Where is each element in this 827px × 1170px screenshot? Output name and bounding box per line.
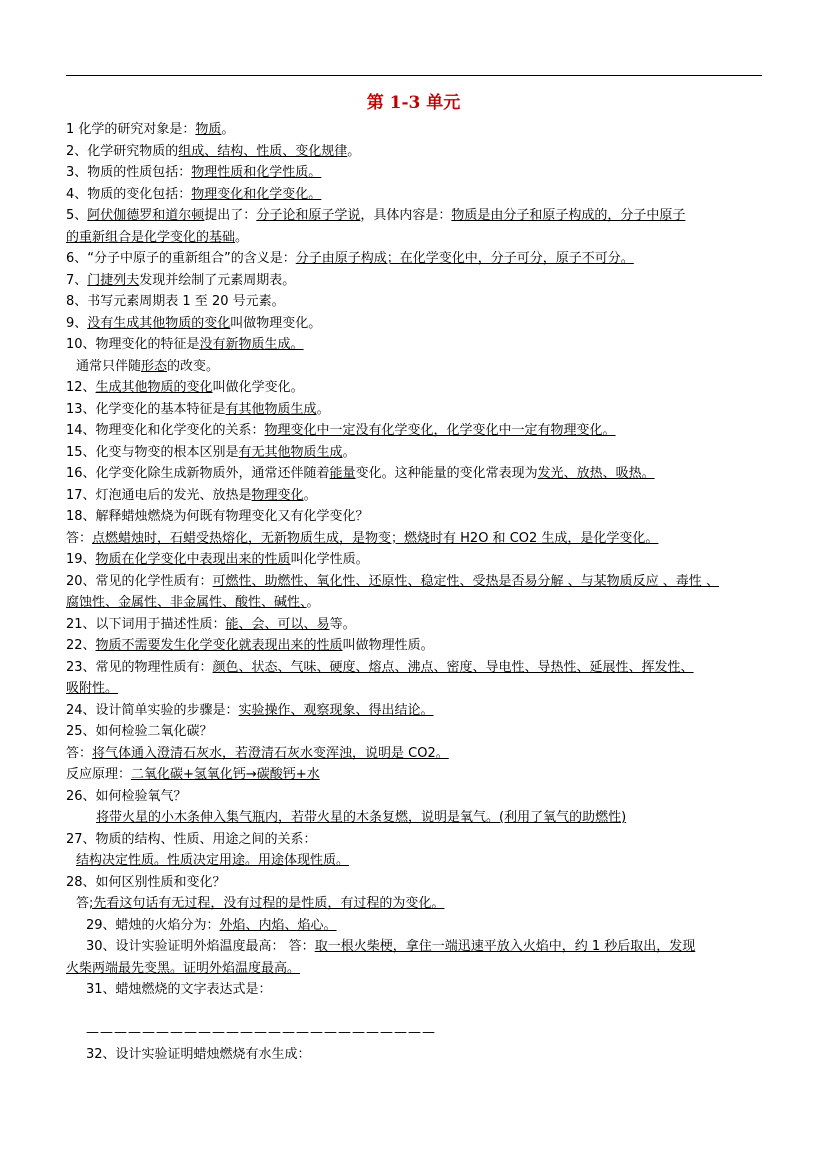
answer-text: 火柴两端最先变黑。证明外焰温度最高。 (66, 960, 301, 976)
text-line (66, 743, 766, 765)
prompt-text: 变化。这种能量的变化常表现为 (355, 466, 538, 481)
answer-text: 物理变化中一定没有化学变化，化学变化中一定有物理变化。 (264, 423, 616, 438)
prompt-text: 。 (306, 595, 320, 610)
answer-text: 生成其他物质的变化 (95, 380, 213, 395)
answer-text: 组成、结构、性质、变化规律 (178, 143, 348, 159)
prompt-text: 17、灯泡通电后的发光、放热是 (66, 487, 252, 503)
text-line (66, 592, 766, 614)
prompt-text: 7、 (66, 272, 88, 288)
answer-text: 有无其他物质生成 (238, 444, 343, 460)
prompt-text: ，具体内容是： (360, 208, 452, 223)
answer-text: 点燃蜡烛时，石蜡受热熔化，无新物质生成，是物变；燃烧时有 H2O 和 CO2 生成，是化学变化。 (92, 530, 659, 546)
prompt-text: 。 (235, 229, 249, 245)
prompt-text: 21、以下词用于描述性质： (66, 616, 226, 632)
text-line (66, 829, 766, 851)
prompt-text: 等。 (329, 616, 356, 632)
text-line (66, 721, 766, 743)
answer-text: 取一根火柴梗，拿住一端迅速平放入火焰中，约 1 秒后取出，发现 (314, 939, 696, 954)
prompt-text: 24、设计简单实验的步骤是： (66, 702, 239, 718)
prompt-text: 18、解释蜡烛燃烧为何既有物理变化又有化学变化？ (66, 509, 369, 524)
prompt-text: 。 (303, 487, 317, 503)
answer-text: 物理变化和化学变化。 (191, 186, 322, 202)
answer-text: 门捷列夫 (87, 272, 140, 288)
answer-text: 实验操作、观察现象、得出结论。 (238, 702, 434, 718)
prompt-text: 。 (316, 401, 330, 417)
text-line (66, 635, 766, 657)
prompt-text: 提出了： (204, 208, 257, 223)
prompt-text: 3、物质的性质包括： (66, 165, 192, 180)
prompt-text: 5、 (66, 208, 88, 223)
text-line (66, 184, 766, 206)
prompt-text: 6、“分子中原子的重新组合”的含义是： (66, 251, 296, 266)
text-line (66, 270, 766, 292)
prompt-text: 叫做物理变化。 (230, 315, 322, 331)
prompt-text: 29、蜡烛的火焰分为： (86, 917, 220, 933)
prompt-text: 1 化学的研究对象是： (66, 122, 196, 137)
text-line (66, 313, 766, 335)
prompt-text: 通常只伴随 (76, 358, 142, 374)
prompt-text: 8、书写元素周期表 1 至 20 号元素。 (66, 294, 285, 309)
page-title: 第 1-3 单元 (366, 93, 461, 113)
answer-text: 物理性质和化学性质。 (191, 165, 322, 180)
text-line (66, 442, 766, 464)
answer-text: 可燃性、助燃性、氧化性、还原性、稳定性、受热是否易分解 、与某物质反应 、毒性 、 (212, 573, 719, 589)
text-line (66, 936, 766, 958)
text-line (66, 141, 766, 163)
text-line (66, 485, 766, 507)
answer-text: 二氧化碳+氢氧化钙→碳酸钙+水 (131, 767, 320, 782)
text-line (66, 356, 766, 378)
prompt-text: 16、化学变化除生成新物质外，通常还伴随着 (66, 466, 330, 481)
text-line (66, 1044, 766, 1066)
prompt-text: 的改变。 (167, 358, 220, 374)
answer-text: 发光、放热、吸热。 (537, 466, 655, 481)
prompt-text: 发现并绘制了元素周期表。 (139, 272, 296, 288)
prompt-text: 答 (76, 896, 90, 911)
prompt-text: 22、 (66, 638, 96, 653)
text-line (66, 248, 766, 270)
prompt-text: 27、物质的结构、性质、用途之间的关系： (66, 831, 317, 847)
answer-text: 物质在化学变化中表现出来的性质 (95, 552, 291, 567)
answer-text: 吸附性。 (66, 681, 119, 696)
text-line (66, 420, 766, 442)
answer-text: 腐蚀性、金属性、非金属性、酸性、碱性、 (66, 595, 307, 610)
prompt-text: 32、设计实验证明蜡烛燃烧有水生成： (86, 1046, 311, 1062)
answer-text: ;先看这句话有无过程，没有过程的是性质，有过程的为变化。 (89, 896, 445, 911)
prompt-text: 13、化学变化的基本特征是 (66, 401, 226, 417)
prompt-text: 反应原理： (66, 767, 132, 782)
answer-text: 分子由原子构成；在化学变化中，分子可分，原子不可分。 (295, 251, 634, 266)
answer-text: 分子论和原子学说 (256, 208, 361, 223)
prompt-text: 20、常见的化学性质有： (66, 573, 213, 589)
document-body (66, 119, 766, 1065)
text-line (66, 571, 766, 593)
text-line (66, 227, 766, 249)
header-rule (66, 75, 762, 76)
prompt-text: 31、蜡烛燃烧的文字表达式是： (86, 982, 272, 997)
answer-text: 形态 (141, 358, 168, 374)
text-line (66, 872, 766, 894)
answer-text: 没有生成其他物质的变化 (87, 315, 231, 331)
prompt-text: 叫做物理性质。 (342, 638, 434, 653)
answer-text: 能量 (329, 466, 356, 481)
text-line (66, 764, 766, 786)
text-line (66, 1001, 766, 1023)
answer-text: 物理变化 (251, 487, 304, 503)
answer-text: 物质 (195, 122, 222, 137)
text-line (66, 915, 766, 937)
text-line (66, 1022, 766, 1044)
text-line (66, 657, 766, 679)
prompt-text: 叫做化学变化。 (212, 380, 304, 395)
prompt-text: 28、如何区别性质和变化？ (66, 874, 226, 890)
prompt-text: 。 (342, 444, 356, 460)
text-line (66, 850, 766, 872)
prompt-text: 23、常见的物理性质有： (66, 659, 213, 675)
prompt-text: 。 (221, 122, 235, 137)
text-line (66, 377, 766, 399)
text-line (66, 205, 766, 227)
text-line (66, 549, 766, 571)
answer-text: 的重新组合是化学变化的基础 (66, 229, 236, 245)
prompt-text: 15、化变与物变的根本区别是 (66, 444, 239, 460)
prompt-text: 答： (66, 530, 93, 546)
prompt-text: 26、如何检验氧气？ (66, 788, 187, 804)
prompt-text: 10、物理变化的特征是 (66, 337, 200, 352)
text-line (66, 807, 766, 829)
prompt-text: 12、 (66, 380, 96, 395)
text-line (66, 700, 766, 722)
answer-text: 能、会、可以、易 (225, 616, 330, 632)
text-line (66, 678, 766, 700)
prompt-text: 4、物质的变化包括： (66, 186, 192, 202)
answer-text: 有其他物质生成 (225, 401, 317, 417)
text-line (66, 334, 766, 356)
blank-line: ————————————————————————— (86, 1025, 436, 1040)
answer-text: 物质不需要发生化学变化就表现出来的性质 (95, 638, 343, 653)
answer-text: 颜色、状态、气味、硬度、熔点、沸点、密度、导电性、导热性、延展性、挥发性、 (212, 659, 694, 675)
text-line (66, 291, 766, 313)
text-line (66, 162, 766, 184)
prompt-text: 30、设计实验证明外焰温度最高： 答： (86, 939, 315, 954)
text-line (66, 506, 766, 528)
prompt-text: 9、 (66, 315, 88, 331)
text-line (66, 979, 766, 1001)
text-line (66, 893, 766, 915)
prompt-text: 答： (66, 745, 93, 761)
prompt-text: 14、物理变化和化学变化的关系： (66, 423, 265, 438)
text-line (66, 614, 766, 636)
prompt-text: 19、 (66, 552, 96, 567)
text-line (66, 399, 766, 421)
prompt-text: 。 (347, 143, 361, 159)
answer-text: 物质是由分子和原子构成的，分子中原子 (451, 208, 686, 223)
text-line (66, 463, 766, 485)
prompt-text: 叫化学性质。 (290, 552, 369, 567)
text-line (66, 528, 766, 550)
text-line (66, 119, 766, 141)
answer-text: 将带火星的小木条伸入集气瓶内，若带火星的木条复燃，说明是氧气。(利用了氧气的助燃性) (96, 810, 627, 825)
prompt-text: 25、如何检验二氧化碳？ (66, 724, 213, 739)
answer-text: 阿伏伽德罗和道尔顿 (87, 208, 205, 223)
answer-text: 外焰、内焰、焰心。 (219, 917, 337, 933)
answer-text: 结构决定性质。性质决定用途。用途体现性质。 (76, 853, 350, 868)
prompt-text: 2、化学研究物质的 (66, 143, 179, 159)
text-line (66, 958, 766, 980)
text-line (66, 786, 766, 808)
answer-text: 将气体通入澄清石灰水，若澄清石灰水变浑浊，说明是 CO2。 (92, 745, 449, 761)
answer-text: 没有新物质生成。 (199, 337, 304, 352)
